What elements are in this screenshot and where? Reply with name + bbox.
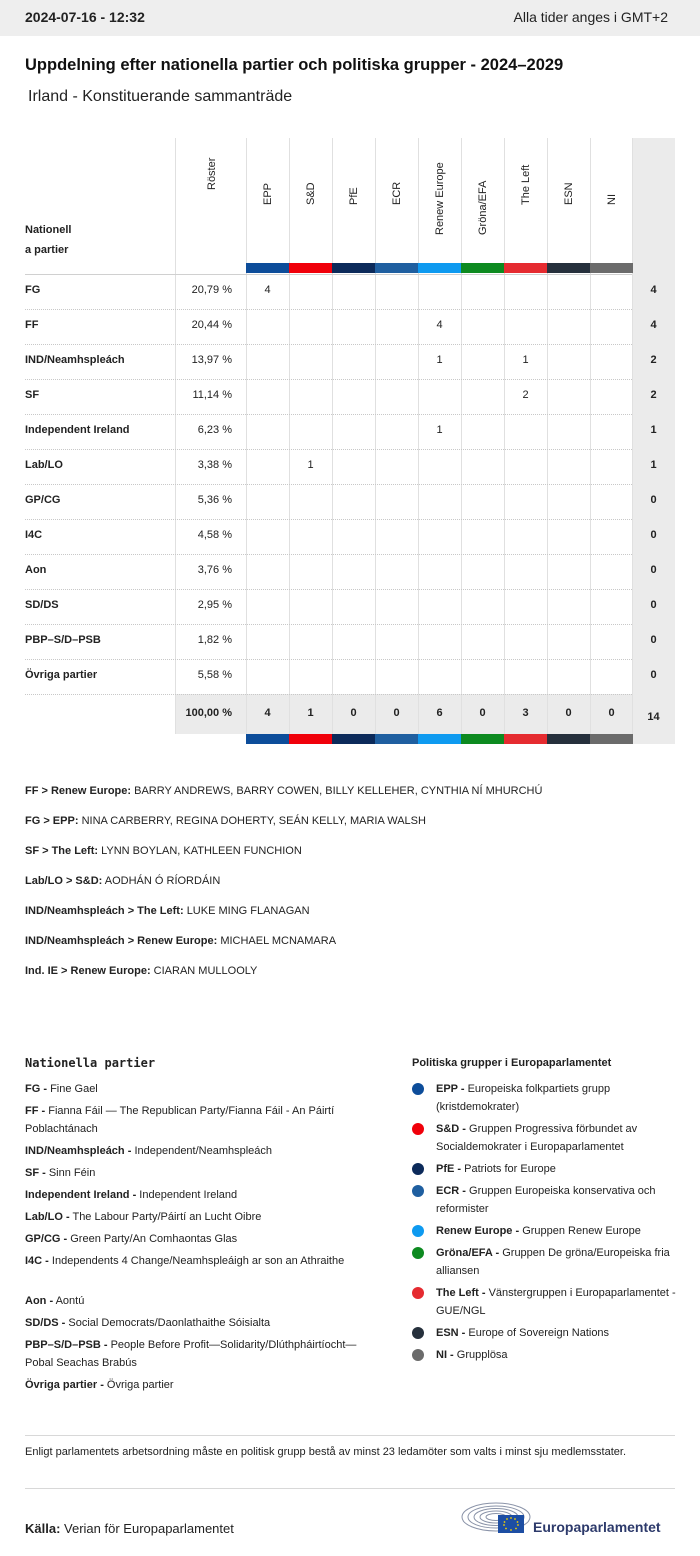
- group-header-3: ECR: [391, 181, 403, 205]
- legend-desc: Social Democrats/Daonlathaithe Sóisialta: [68, 1317, 271, 1329]
- legend-desc: Patriots for Europe: [464, 1163, 556, 1175]
- group-color-dot-icon: [412, 1225, 424, 1237]
- group-color-bar: [504, 263, 547, 273]
- legend-desc: Grupplösa: [456, 1349, 508, 1361]
- page-subtitle: Irland - Konstituerande sammanträde: [28, 88, 293, 105]
- table-row-group-seats: 1: [522, 354, 529, 366]
- row-divider: [25, 554, 632, 555]
- group-header-7: ESN: [563, 182, 575, 205]
- legend-key: S&D -: [436, 1123, 466, 1135]
- table-row-votes: 6,23 %: [197, 424, 232, 436]
- assignment-line: [25, 815, 426, 827]
- legend-key: EPP -: [436, 1083, 465, 1095]
- source-label: Källa:: [25, 1521, 61, 1536]
- table-row-group-seats: 4: [436, 319, 443, 331]
- column-divider: [289, 138, 290, 734]
- legend-desc: Independent Ireland: [139, 1189, 238, 1201]
- assignment-line: [25, 905, 310, 917]
- table-row-votes: 20,79 %: [191, 284, 232, 296]
- seats-column-bg: [632, 138, 675, 744]
- national-party-legend-item: [25, 1336, 375, 1372]
- group-color-bar: [590, 734, 633, 744]
- political-group-legend-item: [436, 1080, 676, 1116]
- votes-column-header: Röster: [206, 157, 218, 190]
- group-color-bar: [418, 263, 461, 273]
- legend-key: ESN -: [436, 1327, 466, 1339]
- group-color-dot-icon: [412, 1163, 424, 1175]
- table-row-seats: 1: [650, 459, 657, 471]
- assignment-names: LYNN BOYLAN, KATHLEEN FUNCHION: [101, 845, 302, 857]
- assignment-names: MICHAEL MCNAMARA: [220, 935, 337, 947]
- table-row-party: FF: [25, 319, 39, 331]
- source-value: Verian för Europaparlamentet: [64, 1521, 234, 1536]
- legend-key: The Left -: [436, 1287, 486, 1299]
- legend-key: PBP–S/D–PSB -: [25, 1339, 108, 1351]
- totals-seats: 14: [647, 711, 660, 723]
- legend-key: ECR -: [436, 1185, 466, 1197]
- totals-group-seats: 6: [436, 707, 443, 719]
- political-group-legend-item: [436, 1222, 676, 1240]
- source: [25, 1521, 234, 1536]
- legend-key: FF -: [25, 1105, 46, 1117]
- legend-desc: Fianna Fáil — The Republican Party/Fianna Fáil - An Páirtí Poblachtánach: [25, 1105, 335, 1135]
- table-row-votes: 3,38 %: [197, 459, 232, 471]
- table-row-party: SD/DS: [25, 599, 59, 611]
- legend-key: Övriga partier -: [25, 1379, 104, 1391]
- table-row-votes: 13,97 %: [191, 354, 232, 366]
- table-row-seats: 0: [650, 529, 657, 541]
- assignment-key: FF > Renew Europe:: [25, 785, 132, 797]
- table-row-party: FG: [25, 284, 41, 296]
- legend-desc: People Before Profit—Solidarity/Dlúthpháirtíocht—Pobal Seachas Brabús: [25, 1339, 357, 1369]
- legend-desc: The Labour Party/Páirtí an Lucht Oibre: [72, 1211, 262, 1223]
- divider: [25, 1435, 675, 1436]
- legend-key: Gröna/EFA -: [436, 1247, 500, 1259]
- group-color-dot-icon: [412, 1327, 424, 1339]
- table-row-seats: 2: [650, 354, 657, 366]
- table-row-votes: 3,76 %: [197, 564, 232, 576]
- group-color-bar: [418, 734, 461, 744]
- group-color-bar: [246, 263, 289, 273]
- results-table: [0, 0, 700, 760]
- political-group-legend-item: [436, 1120, 676, 1156]
- column-divider: [246, 138, 247, 734]
- row-divider: [25, 309, 632, 310]
- legend-desc: Europeiska folkpartiets grupp (kristdemokrater): [436, 1083, 611, 1113]
- parliament-logo-text: Europaparlamentet: [533, 1519, 661, 1535]
- legend-desc: Independent/Neamhspleách: [134, 1145, 273, 1157]
- group-header-5: Gröna/EFA: [477, 180, 489, 235]
- group-color-bar: [590, 263, 633, 273]
- group-color-bar: [547, 734, 590, 744]
- assignment-line: [25, 965, 257, 977]
- party-column-header: Nationell: [25, 224, 72, 236]
- political-group-legend-item: [436, 1160, 676, 1178]
- table-row-votes: 1,82 %: [197, 634, 232, 646]
- timestamp: 2024-07-16 - 12:32: [25, 9, 145, 25]
- row-divider: [25, 624, 632, 625]
- table-row-seats: 4: [650, 319, 657, 331]
- national-party-legend-item: [25, 1164, 375, 1182]
- legend-key: Aon -: [25, 1295, 54, 1307]
- legend-desc: Gruppen De gröna/Europeiska fria alliansen: [436, 1247, 670, 1277]
- row-divider: [25, 274, 632, 275]
- national-party-legend-item: [25, 1252, 375, 1270]
- group-color-bar: [332, 263, 375, 273]
- legend-key: Lab/LO -: [25, 1211, 70, 1223]
- row-divider: [25, 484, 632, 485]
- assignment-names: NINA CARBERRY, REGINA DOHERTY, SEÁN KELLY, MARIA WALSH: [81, 815, 426, 827]
- legend-desc: Gruppen Progressiva förbundet av Socialdemokrater i Europaparlamentet: [436, 1123, 638, 1153]
- column-divider: [418, 138, 419, 734]
- table-row-party: Övriga partier: [25, 669, 98, 681]
- legend-key: Independent Ireland -: [25, 1189, 137, 1201]
- table-row-votes: 5,36 %: [197, 494, 232, 506]
- table-row-party: PBP–S/D–PSB: [25, 634, 101, 646]
- table-row-party: Aon: [25, 564, 47, 576]
- legend-desc: Gruppen Europeiska konservativa och reformister: [436, 1185, 656, 1215]
- group-header-6: The Left: [520, 164, 532, 205]
- totals-group-seats: 3: [522, 707, 529, 719]
- legend-key: PfE -: [436, 1163, 462, 1175]
- political-group-legend-item: [436, 1182, 676, 1218]
- table-row-seats: 0: [650, 564, 657, 576]
- assignment-line: [25, 845, 302, 857]
- row-divider: [25, 449, 632, 450]
- table-row-group-seats: 4: [264, 284, 271, 296]
- totals-group-seats: 0: [479, 707, 486, 719]
- row-divider: [25, 659, 632, 660]
- group-color-bar: [289, 263, 332, 273]
- column-divider: [547, 138, 548, 734]
- column-divider: [332, 138, 333, 734]
- legend-desc: Europe of Sovereign Nations: [468, 1327, 610, 1339]
- table-row-party: I4C: [25, 529, 43, 541]
- divider: [25, 1488, 675, 1489]
- assignment-key: Ind. IE > Renew Europe:: [25, 965, 151, 977]
- table-row-party: SF: [25, 389, 40, 401]
- assignment-key: SF > The Left:: [25, 845, 99, 857]
- group-color-dot-icon: [412, 1247, 424, 1259]
- group-header-0: EPP: [262, 182, 274, 205]
- row-divider: [25, 414, 632, 415]
- group-color-dot-icon: [412, 1349, 424, 1361]
- row-divider: [25, 589, 632, 590]
- column-divider: [504, 138, 505, 734]
- row-divider: [25, 694, 632, 695]
- table-row-seats: 0: [650, 599, 657, 611]
- national-party-legend-item: [25, 1208, 375, 1226]
- table-row-seats: 4: [650, 284, 657, 296]
- table-row-votes: 2,95 %: [197, 599, 232, 611]
- timezone-note: Alla tider anges i GMT+2: [513, 9, 668, 25]
- legend-desc: Fine Gael: [50, 1083, 98, 1095]
- legend-desc: Vänstergruppen i Europaparlamentet - GUE/NGL: [436, 1287, 676, 1317]
- table-row-seats: 1: [650, 424, 657, 436]
- table-row-votes: 20,44 %: [191, 319, 232, 331]
- row-divider: [25, 344, 632, 345]
- table-row-seats: 0: [650, 494, 657, 506]
- table-row-group-seats: 1: [307, 459, 314, 471]
- table-row-votes: 4,58 %: [197, 529, 232, 541]
- group-color-dot-icon: [412, 1123, 424, 1135]
- totals-group-seats: 0: [565, 707, 572, 719]
- assignment-key: IND/Neamhspleách > Renew Europe:: [25, 935, 218, 947]
- national-party-legend-item: [25, 1314, 375, 1332]
- political-group-legend-item: [436, 1284, 676, 1320]
- legend-key: I4C -: [25, 1255, 49, 1267]
- group-color-bar: [547, 263, 590, 273]
- legend-key: SD/DS -: [25, 1317, 66, 1329]
- table-row-group-seats: 2: [522, 389, 529, 401]
- table-row-group-seats: 1: [436, 354, 443, 366]
- assignment-key: IND/Neamhspleách > The Left:: [25, 905, 184, 917]
- table-row-seats: 2: [650, 389, 657, 401]
- group-color-dot-icon: [412, 1185, 424, 1197]
- national-party-legend-item: [25, 1142, 375, 1160]
- totals-group-seats: 4: [264, 707, 271, 719]
- table-row-party: Independent Ireland: [25, 424, 130, 436]
- legend-key: IND/Neamhspleách -: [25, 1145, 132, 1157]
- table-row-party: IND/Neamhspleách: [25, 354, 125, 366]
- group-color-dot-icon: [412, 1083, 424, 1095]
- assignment-names: CIARAN MULLOOLY: [153, 965, 258, 977]
- group-color-bar: [332, 734, 375, 744]
- group-color-bar: [461, 734, 504, 744]
- legend-desc: Sinn Féin: [48, 1167, 96, 1179]
- national-party-legend-item: [25, 1102, 375, 1138]
- group-color-bar: [375, 263, 418, 273]
- legend-desc: Gruppen Renew Europe: [522, 1225, 641, 1237]
- legend-key: NI -: [436, 1349, 454, 1361]
- legend-key: FG -: [25, 1083, 47, 1095]
- page-title: Uppdelning efter nationella partier och politiska grupper - 2024–2029: [25, 56, 564, 74]
- totals-group-seats: 0: [350, 707, 357, 719]
- totals-group-seats: 0: [393, 707, 400, 719]
- row-divider: [25, 519, 632, 520]
- political-group-legend-item: [436, 1324, 676, 1342]
- table-row-seats: 0: [650, 634, 657, 646]
- political-group-legend-item: [436, 1244, 676, 1280]
- legend-key: GP/CG -: [25, 1233, 68, 1245]
- legend-desc: Independents 4 Change/Neamhspleáigh ar son an Athraithe: [51, 1255, 345, 1267]
- national-party-legend-item: [25, 1376, 375, 1394]
- group-color-bar: [504, 734, 547, 744]
- column-divider: [590, 138, 591, 734]
- table-row-votes: 5,58 %: [197, 669, 232, 681]
- national-party-legend-item: [25, 1080, 375, 1098]
- rules-note: Enligt parlamentets arbetsordning måste en politisk grupp bestå av minst 23 ledamöter som valts i minst sju medlemsstater.: [25, 1446, 626, 1458]
- group-header-1: S&D: [305, 182, 317, 205]
- assignment-names: BARRY ANDREWS, BARRY COWEN, BILLY KELLEHER, CYNTHIA NÍ MHURCHÚ: [134, 785, 543, 797]
- national-party-legend-item: [25, 1292, 375, 1310]
- group-color-bar: [246, 734, 289, 744]
- row-divider: [25, 379, 632, 380]
- political-group-legend-item: [436, 1346, 676, 1364]
- group-color-dot-icon: [412, 1287, 424, 1299]
- group-header-4: Renew Europe: [434, 162, 446, 235]
- totals-group-seats: 0: [608, 707, 615, 719]
- national-parties-heading: Nationella partier: [25, 1056, 156, 1070]
- political-groups-heading: Politiska grupper i Europaparlamentet: [412, 1057, 612, 1069]
- table-row-votes: 11,14 %: [192, 389, 232, 401]
- table-row-party: Lab/LO: [25, 459, 63, 471]
- assignment-key: FG > EPP:: [25, 815, 79, 827]
- totals-group-seats: 1: [307, 707, 314, 719]
- group-color-bar: [461, 263, 504, 273]
- table-row-party: GP/CG: [25, 494, 61, 506]
- assignment-key: Lab/LO > S&D:: [25, 875, 103, 887]
- legend-desc: Green Party/An Comhaontas Glas: [70, 1233, 238, 1245]
- assignment-line: [25, 935, 336, 947]
- column-divider: [461, 138, 462, 734]
- assignment-names: AODHÁN Ó RÍORDÁIN: [104, 875, 221, 887]
- group-color-bar: [375, 734, 418, 744]
- party-column-header-cont: a partier: [25, 244, 69, 256]
- totals-votes: 100,00 %: [185, 707, 232, 719]
- table-row-seats: 0: [650, 669, 657, 681]
- assignment-names: LUKE MING FLANAGAN: [186, 905, 310, 917]
- table-row-group-seats: 1: [436, 424, 443, 436]
- group-header-8: NI: [606, 194, 618, 205]
- national-party-legend-item: [25, 1230, 375, 1248]
- legend-desc: Aontú: [55, 1295, 85, 1307]
- legend-key: SF -: [25, 1167, 46, 1179]
- assignment-line: [25, 785, 542, 797]
- column-divider: [375, 138, 376, 734]
- assignment-line: [25, 875, 220, 887]
- national-party-legend-item: [25, 1186, 375, 1204]
- legend-key: Renew Europe -: [436, 1225, 520, 1237]
- group-color-bar: [289, 734, 332, 744]
- legend-desc: Övriga partier: [106, 1379, 174, 1391]
- group-header-2: PfE: [348, 187, 360, 205]
